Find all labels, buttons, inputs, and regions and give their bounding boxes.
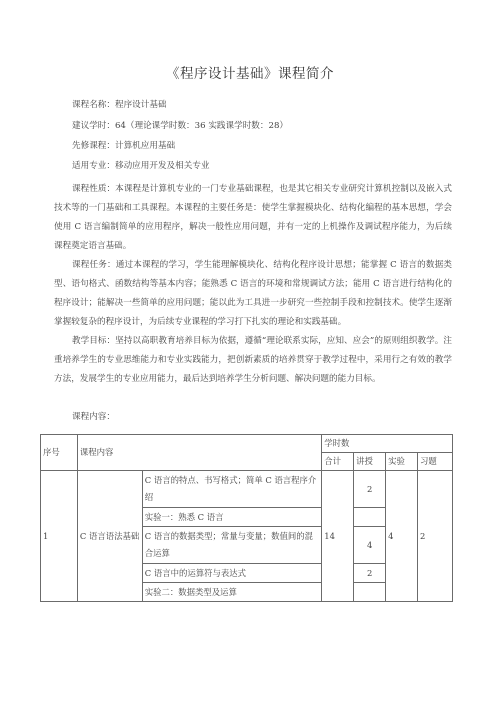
course-nature-paragraph: 课程性质：本课程是计算机专业的一门专业基础课程，也是其它相关专业研究计算机控制以及嵌入式技术等的一门基础和工具课程。本课程的主要任务是：使学生掌握模块化、结构化编程的基本思想，学会使用 C 语言编制简单的应用程序，解决一般性应用问题，并有一定的上机操作及调试程序能力，为后续课程奠定语言基础。 [54, 184, 452, 251]
row-item-3: C 语言的数据类型；常量与变量；数值间的混合运算 [142, 527, 321, 564]
header-hours: 学时数 [322, 435, 453, 453]
row-module: C 语言语法基础 [77, 471, 142, 602]
header-total: 合计 [322, 453, 354, 471]
course-content-table [40, 434, 453, 602]
teaching-goal-paragraph: 教学目标：坚持以高职教育培养目标为依据，遵循“理论联系实际，应知、应会”的原则组织教学。注重培养学生的专业思维能力和专业实践能力，把创新素质的培养贯穿于教学过程中，采用行之有效的教学方法，发展学生的专业应用能力，最后达到培养学生分析问题、解决问题的能力目标。 [54, 336, 452, 384]
row-exercise: 2 [418, 471, 453, 602]
header-content: 课程内容 [77, 435, 321, 471]
course-name: 课程名称：程序设计基础 [72, 100, 167, 110]
row-practice: 4 [386, 471, 418, 602]
row-no: 1 [41, 471, 78, 602]
row-item-5-lecture [354, 583, 386, 602]
row-item-1: C 语言的特点、书写格式；简单 C 语言程序介绍 [142, 471, 321, 508]
header-lecture: 讲授 [354, 453, 386, 471]
row-item-3-lecture: 4 [354, 527, 386, 564]
row-item-5: 实验二：数据类型及运算 [142, 583, 321, 602]
header-no: 序号 [41, 435, 78, 471]
row-item-4-lecture: 2 [354, 564, 386, 583]
row-item-4: C 语言中的运算符与表达式 [142, 564, 321, 583]
row-item-1-lecture: 2 [354, 471, 386, 508]
suggested-hours: 建议学时：64（理论课学时数：36 实践课学时数：28） [72, 121, 289, 131]
row-item-2: 实验一：熟悉 C 语言 [142, 508, 321, 527]
row-total: 14 [322, 471, 354, 602]
header-exercise: 习题 [418, 453, 453, 471]
table-header-row [41, 435, 453, 453]
table-row [41, 471, 453, 508]
row-item-2-lecture [354, 508, 386, 527]
course-content-label: 课程内容： [72, 412, 115, 422]
course-task-paragraph: 课程任务：通过本课程的学习，学生能理解模块化、结构化程序设计思想；能掌握 C 语言的数据类型、语句格式、函数结构等基本内容；能熟悉 C 语言的环境和常规调试方法；能用 C 语言进行结构化的程序设计；能解决一些简单的应用问题；能以此为工具进一步研究一些控制手段和控制技术。使学生逐渐掌握较复杂的程序设计，为后续专业课程的学习打下扎实的理论和实践基础。 [54, 260, 452, 327]
applicable-major: 适用专业：移动应用开发及相关专业 [72, 161, 210, 171]
header-practice: 实验 [386, 453, 418, 471]
document-title: 《程序设计基础》课程简介 [166, 66, 334, 82]
prerequisite-course: 先修课程：计算机应用基础 [72, 141, 176, 151]
